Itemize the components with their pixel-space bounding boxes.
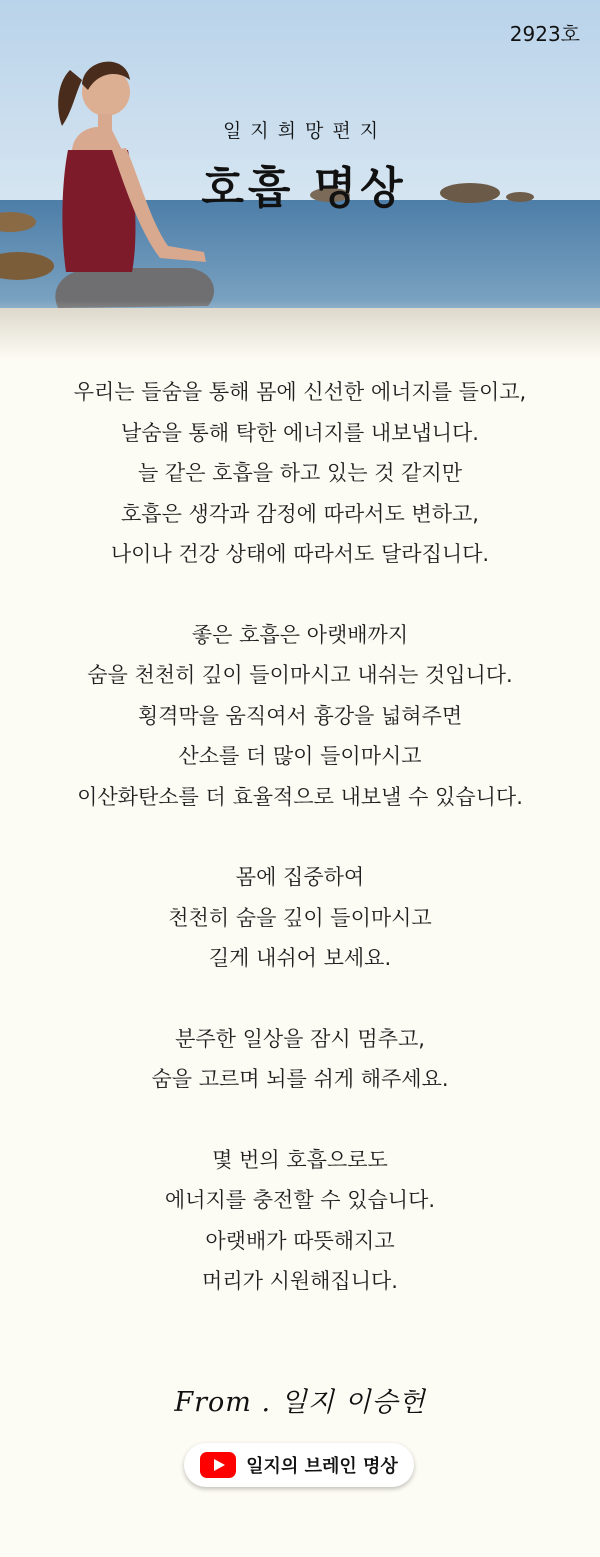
text-line: 머리가 시원해집니다. <box>202 1269 398 1293</box>
issue-number: 2923호 <box>509 22 580 46</box>
text-line: 몇 번의 호흡으로도 <box>212 1147 388 1172</box>
youtube-play-icon <box>200 1452 236 1478</box>
text-line: 숨을 고르며 뇌를 쉬게 해주세요. <box>151 1067 449 1091</box>
paragraph <box>0 1140 600 1302</box>
text-line: 천천히 숨을 깊이 들이마시고 <box>168 905 432 930</box>
youtube-channel-label: 일지의 브레인 명상 <box>246 1456 398 1477</box>
text-line: 분주한 일상을 잠시 멈추고, <box>175 1026 425 1051</box>
text-line: 우리는 들숨을 통해 몸에 신선한 에너지를 들이고, <box>73 380 527 404</box>
text-line: 숨을 천천히 깊이 들이마시고 내쉬는 것입니다. <box>87 663 513 687</box>
text-line: 산소를 더 많이 들이마시고 <box>178 744 422 768</box>
text-line: 길게 내쉬어 보세요. <box>208 946 392 970</box>
text-line: 이산화탄소를 더 효율적으로 내보낼 수 있습니다. <box>77 784 523 809</box>
page-title: 호흡 명상 <box>201 163 407 214</box>
paragraph <box>0 1019 600 1100</box>
hero-banner <box>0 0 600 360</box>
youtube-channel-button[interactable] <box>184 1443 414 1487</box>
text-line: 늘 같은 호흡을 하고 있는 것 같지만 <box>137 461 463 485</box>
text-line: 몸에 집중하여 <box>235 865 365 889</box>
paragraph <box>0 857 600 979</box>
text-line: 호흡은 생각과 감정에 따라서도 변하고, <box>121 501 479 526</box>
letter-body <box>0 372 600 1342</box>
text-line: 좋은 호흡은 아랫배까지 <box>191 622 409 647</box>
paragraph <box>0 615 600 818</box>
text-line: 아랫배가 따뜻해지고 <box>205 1228 395 1253</box>
text-line: 에너지를 충전할 수 있습니다. <box>164 1188 436 1212</box>
text-line: 날숨을 통해 탁한 에너지를 내보냅니다. <box>121 420 479 445</box>
text-line: 나이나 건강 상태에 따라서도 달라집니다. <box>110 542 490 566</box>
paragraph <box>0 372 600 575</box>
series-title: 일지희망편지 <box>222 120 388 142</box>
text-line: 횡격막을 움직여서 흉강을 넓혀주면 <box>137 703 463 728</box>
signature: From . 일지 이승헌 <box>174 1387 426 1418</box>
